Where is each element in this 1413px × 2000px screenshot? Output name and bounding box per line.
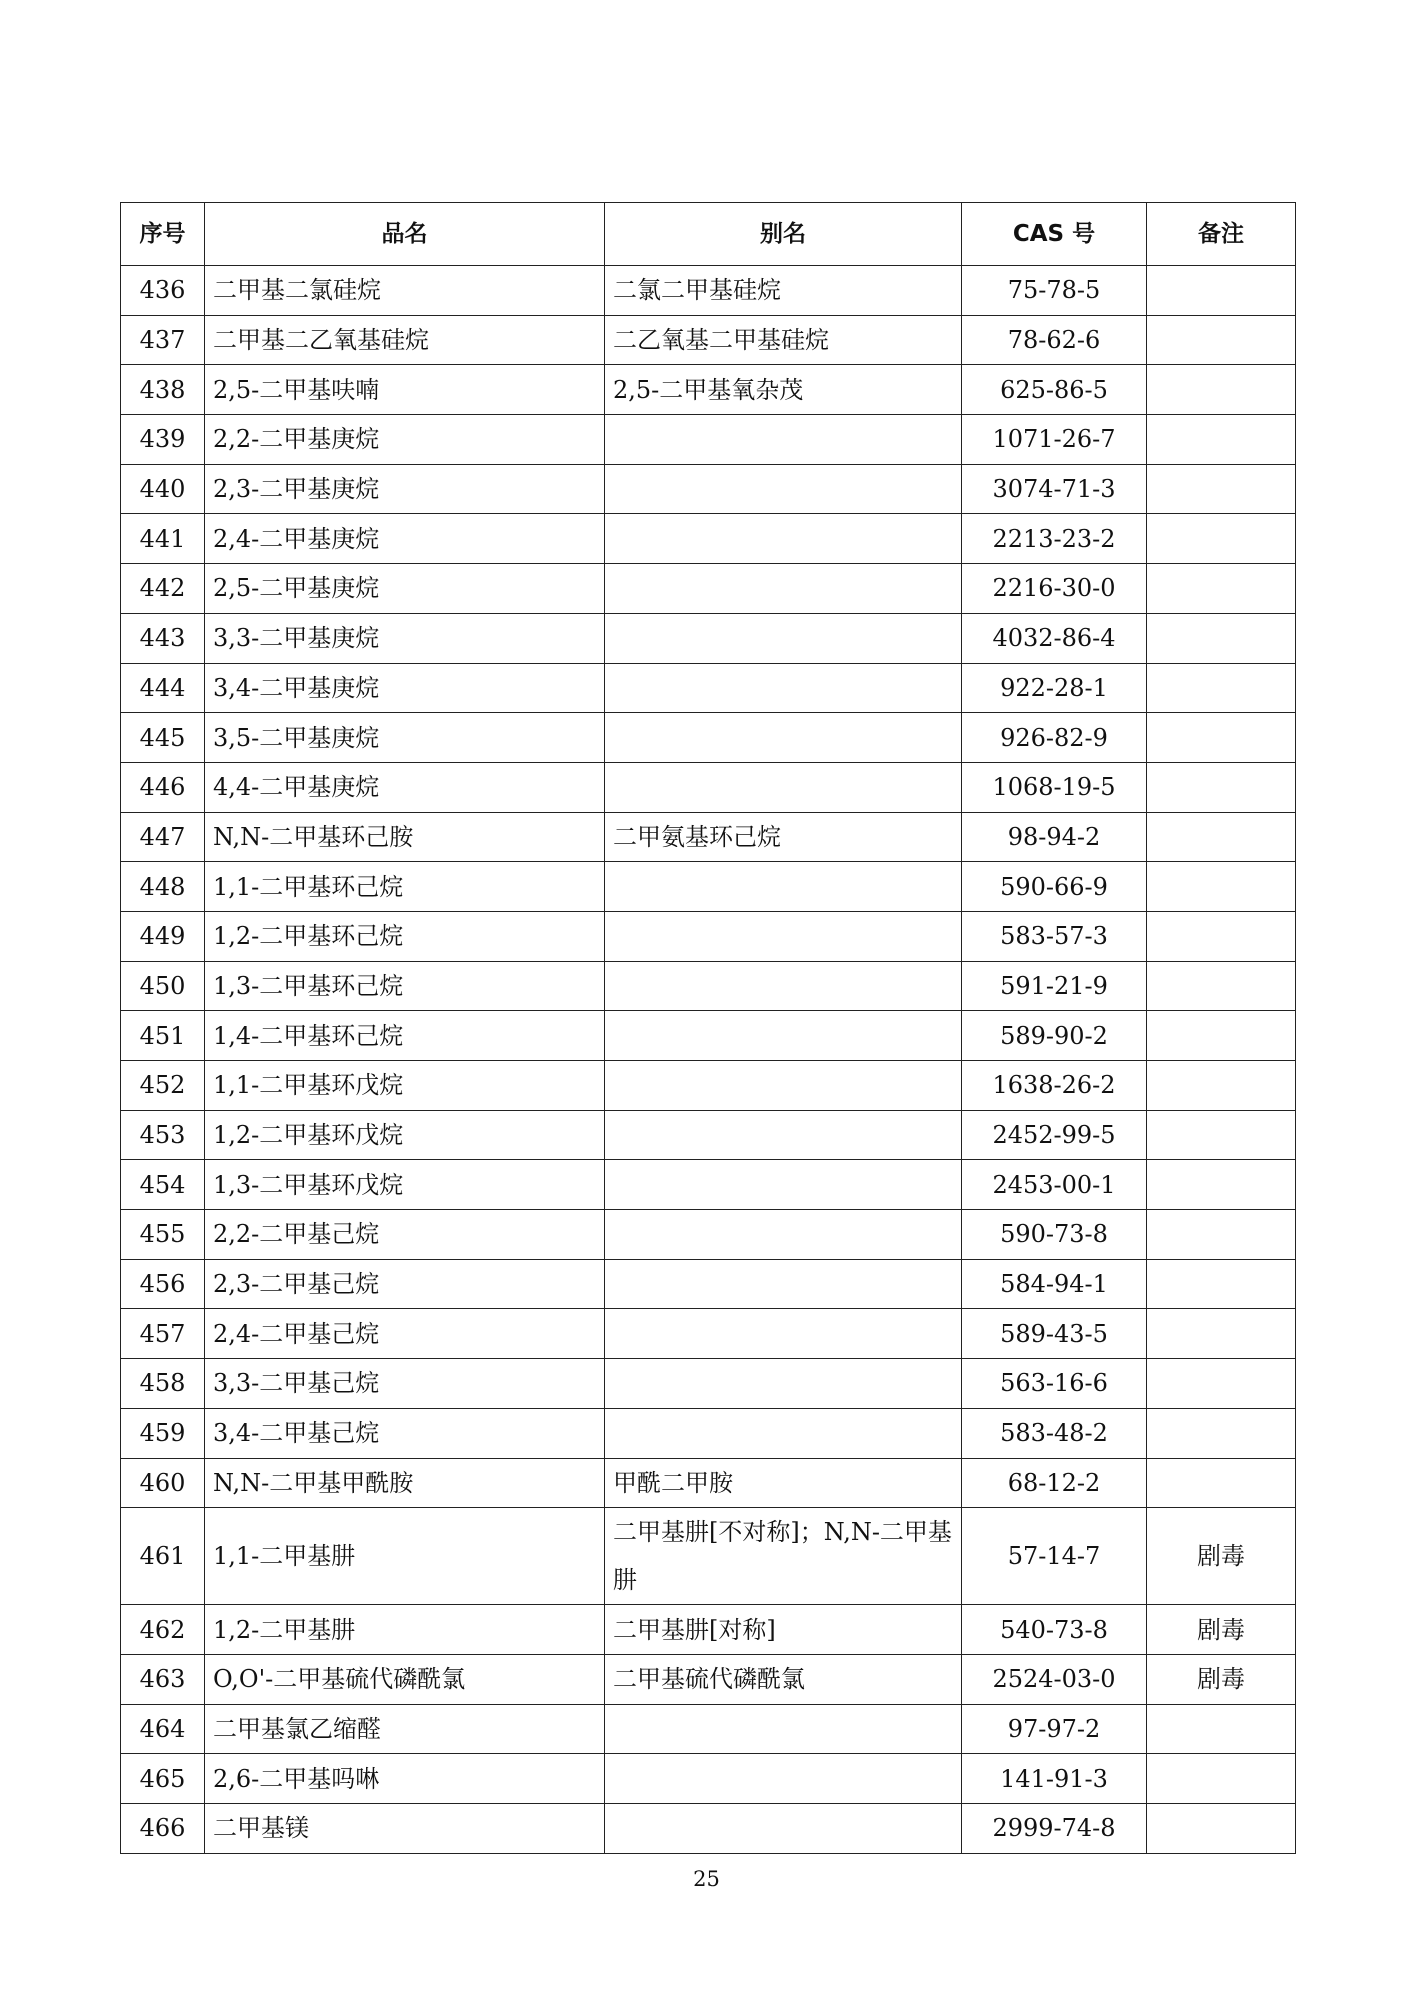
cell-remarks (1147, 1011, 1296, 1061)
table-row (121, 514, 1296, 564)
table-row (121, 1654, 1296, 1704)
cell-product-name: 1,2-二甲基肼 (205, 1605, 605, 1655)
cell-serial-number: 440 (121, 464, 205, 514)
table-row (121, 1061, 1296, 1111)
cell-remarks: 剧毒 (1147, 1654, 1296, 1704)
cell-remarks (1147, 663, 1296, 713)
cell-product-name: O,O'-二甲基硫代磷酰氯 (205, 1654, 605, 1704)
cell-alias (605, 1011, 962, 1061)
cell-alias (605, 1259, 962, 1309)
cell-product-name: 1,4-二甲基环己烷 (205, 1011, 605, 1061)
cell-product-name: 2,4-二甲基庚烷 (205, 514, 605, 564)
cell-alias (605, 1803, 962, 1853)
cell-cas-number: 926-82-9 (962, 713, 1147, 763)
table-row (121, 1359, 1296, 1409)
cell-remarks (1147, 315, 1296, 365)
cell-alias (605, 713, 962, 763)
cell-product-name: N,N-二甲基环己胺 (205, 812, 605, 862)
cell-cas-number: 563-16-6 (962, 1359, 1147, 1409)
cell-serial-number: 454 (121, 1160, 205, 1210)
cell-remarks (1147, 365, 1296, 415)
page-number: 25 (693, 1867, 720, 1891)
cell-alias (605, 911, 962, 961)
table-row (121, 961, 1296, 1011)
table-row (121, 1309, 1296, 1359)
cell-alias (605, 514, 962, 564)
cell-cas-number: 2213-23-2 (962, 514, 1147, 564)
cell-serial-number: 446 (121, 762, 205, 812)
cell-remarks (1147, 713, 1296, 763)
cell-product-name: 3,4-二甲基庚烷 (205, 663, 605, 713)
cell-cas-number: 68-12-2 (962, 1458, 1147, 1508)
cell-cas-number: 97-97-2 (962, 1704, 1147, 1754)
table-row (121, 762, 1296, 812)
cell-serial-number: 448 (121, 862, 205, 912)
cell-remarks (1147, 1359, 1296, 1409)
cell-remarks (1147, 961, 1296, 1011)
table-header-row (121, 203, 1296, 266)
cell-serial-number: 462 (121, 1605, 205, 1655)
cell-remarks (1147, 1704, 1296, 1754)
cell-serial-number: 445 (121, 713, 205, 763)
cell-serial-number: 450 (121, 961, 205, 1011)
cell-alias (605, 762, 962, 812)
cell-alias (605, 1309, 962, 1359)
cell-remarks (1147, 564, 1296, 614)
cell-remarks (1147, 613, 1296, 663)
cell-cas-number: 625-86-5 (962, 365, 1147, 415)
cell-remarks: 剧毒 (1147, 1508, 1296, 1605)
header-alias: 别名 (605, 203, 962, 266)
cell-remarks (1147, 862, 1296, 912)
cell-cas-number: 2216-30-0 (962, 564, 1147, 614)
cell-cas-number: 591-21-9 (962, 961, 1147, 1011)
cell-remarks (1147, 1408, 1296, 1458)
cell-alias (605, 862, 962, 912)
cell-cas-number: 57-14-7 (962, 1508, 1147, 1605)
cell-product-name: 二甲基镁 (205, 1803, 605, 1853)
cell-serial-number: 449 (121, 911, 205, 961)
cell-remarks (1147, 1458, 1296, 1508)
cell-product-name: 4,4-二甲基庚烷 (205, 762, 605, 812)
table-row (121, 1210, 1296, 1260)
cell-product-name: 3,4-二甲基己烷 (205, 1408, 605, 1458)
cell-alias (605, 415, 962, 465)
cell-serial-number: 461 (121, 1508, 205, 1605)
cell-alias (605, 961, 962, 1011)
table-row (121, 464, 1296, 514)
cell-remarks (1147, 1210, 1296, 1260)
cell-serial-number: 453 (121, 1110, 205, 1160)
cell-product-name: 二甲基二乙氧基硅烷 (205, 315, 605, 365)
cell-alias (605, 464, 962, 514)
cell-cas-number: 98-94-2 (962, 812, 1147, 862)
cell-serial-number: 457 (121, 1309, 205, 1359)
cell-cas-number: 78-62-6 (962, 315, 1147, 365)
table-row (121, 415, 1296, 465)
cell-product-name: 3,3-二甲基庚烷 (205, 613, 605, 663)
cell-serial-number: 463 (121, 1654, 205, 1704)
table-row (121, 713, 1296, 763)
cell-cas-number: 583-57-3 (962, 911, 1147, 961)
cell-product-name: 2,5-二甲基庚烷 (205, 564, 605, 614)
cell-product-name: 3,3-二甲基己烷 (205, 1359, 605, 1409)
cell-remarks (1147, 1061, 1296, 1111)
cell-serial-number: 443 (121, 613, 205, 663)
cell-remarks (1147, 812, 1296, 862)
table-row (121, 1259, 1296, 1309)
cell-cas-number: 589-43-5 (962, 1309, 1147, 1359)
cell-product-name: 2,3-二甲基庚烷 (205, 464, 605, 514)
cell-cas-number: 590-73-8 (962, 1210, 1147, 1260)
cell-cas-number: 2452-99-5 (962, 1110, 1147, 1160)
cell-product-name: 1,1-二甲基环戊烷 (205, 1061, 605, 1111)
cell-serial-number: 441 (121, 514, 205, 564)
table-row (121, 365, 1296, 415)
cell-serial-number: 438 (121, 365, 205, 415)
table-row (121, 663, 1296, 713)
cell-remarks: 剧毒 (1147, 1605, 1296, 1655)
cell-remarks (1147, 1309, 1296, 1359)
cell-serial-number: 444 (121, 663, 205, 713)
table-row (121, 1605, 1296, 1655)
header-remarks: 备注 (1147, 203, 1296, 266)
cell-alias: 二氯二甲基硅烷 (605, 266, 962, 316)
chemical-list-table (120, 202, 1296, 1854)
cell-cas-number: 75-78-5 (962, 266, 1147, 316)
cell-cas-number: 4032-86-4 (962, 613, 1147, 663)
cell-product-name: 2,3-二甲基己烷 (205, 1259, 605, 1309)
cell-product-name: 二甲基二氯硅烷 (205, 266, 605, 316)
cell-serial-number: 465 (121, 1754, 205, 1804)
cell-alias (605, 1704, 962, 1754)
cell-remarks (1147, 266, 1296, 316)
cell-cas-number: 2453-00-1 (962, 1160, 1147, 1210)
cell-serial-number: 451 (121, 1011, 205, 1061)
cell-serial-number: 439 (121, 415, 205, 465)
cell-alias: 二甲氨基环己烷 (605, 812, 962, 862)
cell-alias: 二甲基硫代磷酰氯 (605, 1654, 962, 1704)
table-row (121, 564, 1296, 614)
cell-cas-number: 589-90-2 (962, 1011, 1147, 1061)
cell-cas-number: 141-91-3 (962, 1754, 1147, 1804)
table-row (121, 812, 1296, 862)
cell-product-name: 2,2-二甲基庚烷 (205, 415, 605, 465)
cell-product-name: 1,1-二甲基肼 (205, 1508, 605, 1605)
cell-product-name: 二甲基氯乙缩醛 (205, 1704, 605, 1754)
cell-product-name: 1,3-二甲基环戊烷 (205, 1160, 605, 1210)
cell-alias: 二甲基肼[不对称]；N,N-二甲基肼 (605, 1508, 962, 1605)
cell-serial-number: 442 (121, 564, 205, 614)
cell-serial-number: 437 (121, 315, 205, 365)
cell-alias: 甲酰二甲胺 (605, 1458, 962, 1508)
cell-product-name: 1,2-二甲基环己烷 (205, 911, 605, 961)
cell-remarks (1147, 415, 1296, 465)
cell-product-name: 1,2-二甲基环戊烷 (205, 1110, 605, 1160)
table-row (121, 1011, 1296, 1061)
cell-alias (605, 1359, 962, 1409)
cell-cas-number: 2999-74-8 (962, 1803, 1147, 1853)
cell-remarks (1147, 1803, 1296, 1853)
cell-serial-number: 460 (121, 1458, 205, 1508)
table-row (121, 1160, 1296, 1210)
cell-cas-number: 2524-03-0 (962, 1654, 1147, 1704)
cell-serial-number: 456 (121, 1259, 205, 1309)
cell-product-name: 2,6-二甲基吗啉 (205, 1754, 605, 1804)
cell-alias (605, 1110, 962, 1160)
cell-cas-number: 3074-71-3 (962, 464, 1147, 514)
table-row (121, 266, 1296, 316)
cell-alias (605, 1754, 962, 1804)
cell-product-name: 2,2-二甲基己烷 (205, 1210, 605, 1260)
cell-remarks (1147, 1754, 1296, 1804)
table-row (121, 613, 1296, 663)
cell-serial-number: 466 (121, 1803, 205, 1853)
cell-remarks (1147, 762, 1296, 812)
table-row (121, 1110, 1296, 1160)
table-row (121, 1508, 1296, 1605)
cell-alias: 二乙氧基二甲基硅烷 (605, 315, 962, 365)
cell-cas-number: 1071-26-7 (962, 415, 1147, 465)
cell-serial-number: 447 (121, 812, 205, 862)
cell-alias (605, 1408, 962, 1458)
table-row (121, 1803, 1296, 1853)
cell-alias (605, 613, 962, 663)
cell-alias (605, 1210, 962, 1260)
cell-remarks (1147, 911, 1296, 961)
cell-remarks (1147, 1259, 1296, 1309)
cell-product-name: 2,4-二甲基己烷 (205, 1309, 605, 1359)
table-row (121, 1458, 1296, 1508)
cell-cas-number: 1638-26-2 (962, 1061, 1147, 1111)
cell-remarks (1147, 514, 1296, 564)
header-cas-number: CAS 号 (962, 203, 1147, 266)
cell-product-name: 3,5-二甲基庚烷 (205, 713, 605, 763)
cell-cas-number: 584-94-1 (962, 1259, 1147, 1309)
table-row (121, 862, 1296, 912)
cell-product-name: 2,5-二甲基呋喃 (205, 365, 605, 415)
cell-alias (605, 1061, 962, 1111)
cell-alias (605, 1160, 962, 1210)
cell-product-name: N,N-二甲基甲酰胺 (205, 1458, 605, 1508)
cell-cas-number: 1068-19-5 (962, 762, 1147, 812)
cell-serial-number: 464 (121, 1704, 205, 1754)
cell-serial-number: 436 (121, 266, 205, 316)
header-product-name: 品名 (205, 203, 605, 266)
cell-cas-number: 583-48-2 (962, 1408, 1147, 1458)
table-row (121, 315, 1296, 365)
cell-cas-number: 922-28-1 (962, 663, 1147, 713)
table-row (121, 1754, 1296, 1804)
cell-alias: 二甲基肼[对称] (605, 1605, 962, 1655)
table-row (121, 911, 1296, 961)
cell-cas-number: 540-73-8 (962, 1605, 1147, 1655)
cell-product-name: 1,1-二甲基环己烷 (205, 862, 605, 912)
table-row (121, 1704, 1296, 1754)
cell-remarks (1147, 1160, 1296, 1210)
cell-serial-number: 458 (121, 1359, 205, 1409)
cell-alias (605, 564, 962, 614)
cell-serial-number: 459 (121, 1408, 205, 1458)
cell-serial-number: 452 (121, 1061, 205, 1111)
cell-alias (605, 663, 962, 713)
cell-remarks (1147, 1110, 1296, 1160)
cell-cas-number: 590-66-9 (962, 862, 1147, 912)
cell-remarks (1147, 464, 1296, 514)
cell-alias: 2,5-二甲基氧杂茂 (605, 365, 962, 415)
table-row (121, 1408, 1296, 1458)
cell-serial-number: 455 (121, 1210, 205, 1260)
cell-product-name: 1,3-二甲基环己烷 (205, 961, 605, 1011)
header-serial-number: 序号 (121, 203, 205, 266)
table-body (121, 266, 1296, 1854)
